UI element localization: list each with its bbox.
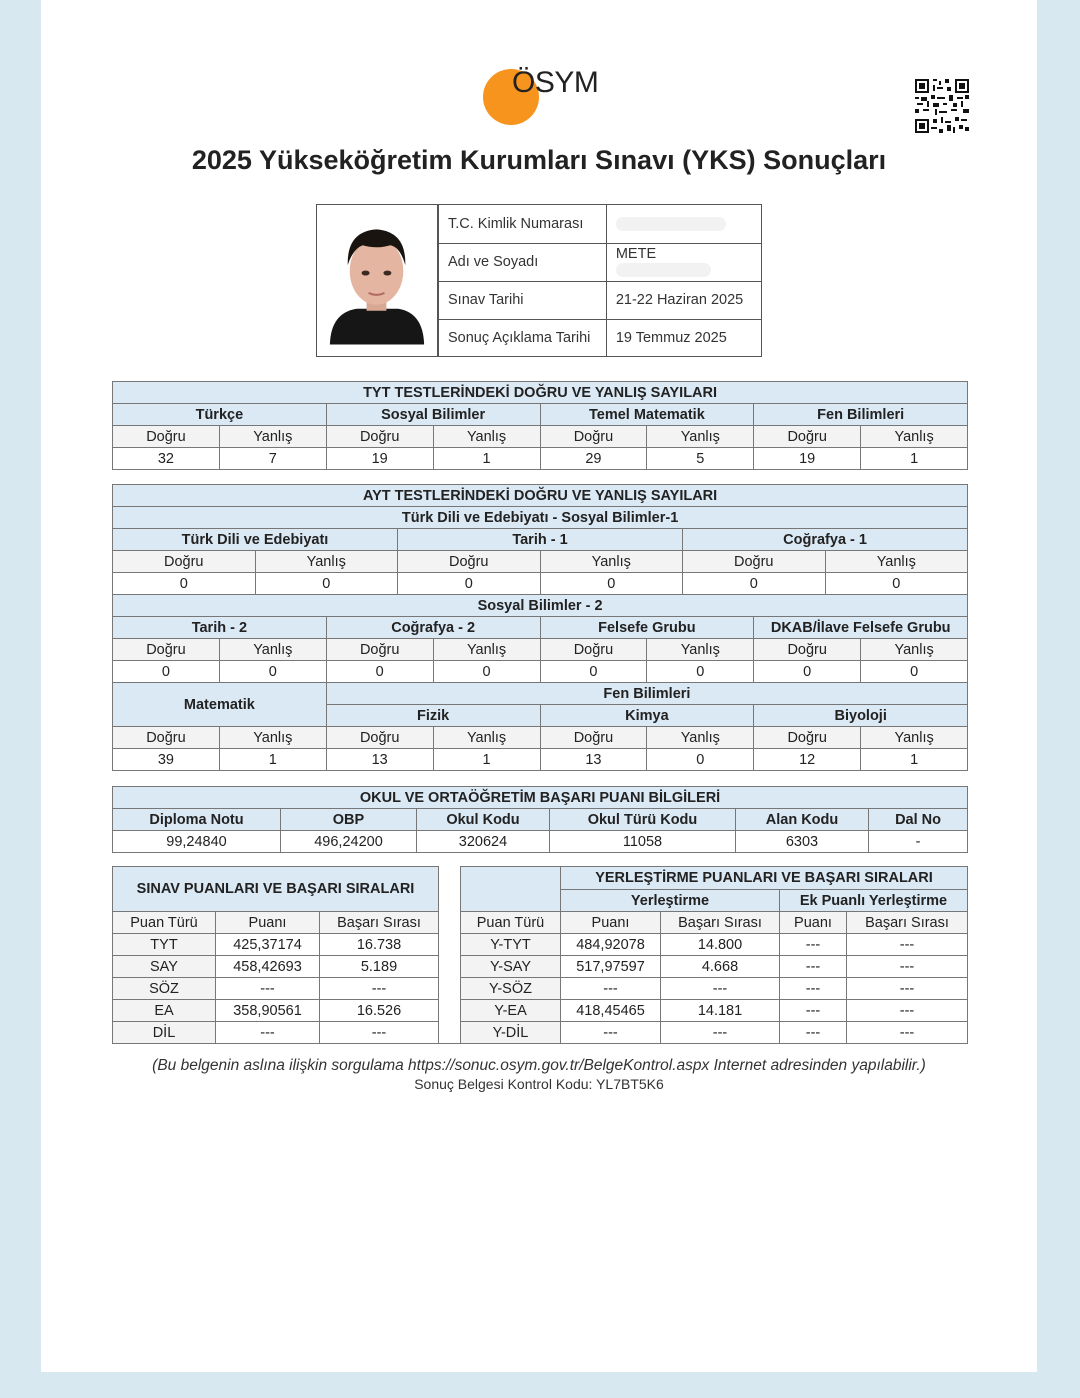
logo-text: ÖSYM	[512, 66, 599, 99]
identity-table	[438, 205, 761, 357]
yanlis-label: Yanlış	[540, 551, 683, 573]
table-row	[113, 1000, 968, 1022]
score-rank: 16.738	[320, 934, 439, 956]
ayt-value: 0	[540, 573, 683, 595]
score-value: 458,42693	[216, 956, 320, 978]
placement-corner	[461, 867, 561, 912]
score-type: EA	[113, 1000, 216, 1022]
table-spacer	[439, 867, 461, 934]
placement-value: 418,45465	[561, 1000, 661, 1022]
dogru-label: Doğru	[326, 727, 433, 749]
id-number-row	[439, 205, 762, 243]
extra-rank: ---	[847, 978, 968, 1000]
table-spacer	[439, 978, 461, 1000]
obp-value: -	[869, 831, 968, 853]
dogru-label: Doğru	[754, 426, 861, 448]
redacted-id-number	[616, 217, 726, 231]
table-row	[113, 934, 968, 956]
candidate-photo	[317, 205, 438, 356]
scores-table	[112, 866, 968, 1044]
score-rank: ---	[320, 978, 439, 1000]
ayt-group1-title: Türk Dili ve Edebiyatı - Sosyal Bilimler-1	[113, 507, 968, 529]
obp-header: Okul Türü Kodu	[550, 809, 736, 831]
table-spacer	[439, 956, 461, 978]
yanlis-label: Yanlış	[433, 727, 540, 749]
qr-code-icon	[915, 79, 969, 133]
dogru-label: Doğru	[113, 727, 220, 749]
table-row	[113, 1022, 968, 1044]
name-row	[439, 243, 762, 281]
ayt-science-title: Fen Bilimleri	[326, 683, 967, 705]
tyt-subject: Türkçe	[113, 404, 327, 426]
placement-header: Puanı	[780, 912, 847, 934]
ayt-subject: Kimya	[540, 705, 754, 727]
table-row	[113, 956, 968, 978]
obp-value: 6303	[736, 831, 869, 853]
ayt-math-title: Matematik	[113, 683, 327, 727]
obp-header: Diploma Notu	[113, 809, 281, 831]
yanlis-label: Yanlış	[219, 727, 326, 749]
ayt-value: 0	[326, 661, 433, 683]
verification-note: (Bu belgenin aslına ilişkin sorgulama https://sonuc.osym.gov.tr/BelgeKontrol.aspx Internet adresinden yapılabilir.)	[152, 1057, 926, 1074]
placement-header: Puanı	[561, 912, 661, 934]
dogru-label: Doğru	[540, 426, 647, 448]
placement-type: Y-SÖZ	[461, 978, 561, 1000]
obp-value: 496,24200	[281, 831, 417, 853]
dogru-label: Doğru	[754, 639, 861, 661]
ayt-value: 0	[754, 661, 861, 683]
name-text: METE	[615, 246, 657, 262]
extra-rank: ---	[847, 934, 968, 956]
dogru-label: Doğru	[540, 639, 647, 661]
dogru-label: Doğru	[113, 426, 220, 448]
extra-value: ---	[780, 934, 847, 956]
placement-value: 517,97597	[561, 956, 661, 978]
redacted-surname	[616, 263, 711, 277]
obp-value: 320624	[417, 831, 550, 853]
osym-logo	[483, 66, 613, 126]
placement-sub1: Yerleştirme	[561, 890, 780, 912]
score-type: DİL	[113, 1022, 216, 1044]
scores-header: Puanı	[216, 912, 320, 934]
dogru-label: Doğru	[683, 551, 826, 573]
extra-value: ---	[780, 1000, 847, 1022]
placement-rank: ---	[661, 1022, 780, 1044]
ayt-subject: Felsefe Grubu	[540, 617, 754, 639]
control-code: Sonuç Belgesi Kontrol Kodu: YL7BT5K6	[414, 1076, 664, 1092]
ayt-subject: Tarih - 2	[113, 617, 327, 639]
tyt-value: 19	[326, 448, 433, 470]
ayt-subject: Coğrafya - 1	[683, 529, 968, 551]
tyt-value: 7	[219, 448, 326, 470]
placement-value: ---	[561, 978, 661, 1000]
table-spacer	[439, 1022, 461, 1044]
score-type: SAY	[113, 956, 216, 978]
table-spacer	[439, 1000, 461, 1022]
yanlis-label: Yanlış	[433, 426, 540, 448]
placement-rank: ---	[661, 978, 780, 1000]
table-row	[113, 978, 968, 1000]
scores-header: Başarı Sırası	[320, 912, 439, 934]
yanlis-label: Yanlış	[861, 426, 968, 448]
extra-value: ---	[780, 1022, 847, 1044]
ayt-value: 1	[433, 749, 540, 771]
placement-value: 484,92078	[561, 934, 661, 956]
obp-value: 99,24840	[113, 831, 281, 853]
dogru-label: Doğru	[326, 426, 433, 448]
page-title: 2025 Yükseköğretim Kurumları Sınavı (YKS) Sonuçları	[191, 145, 887, 175]
ayt-value: 0	[398, 573, 541, 595]
candidate-info	[316, 204, 762, 357]
ayt-value: 13	[540, 749, 647, 771]
extra-value: ---	[780, 978, 847, 1000]
exam-date-label: Sınav Tarihi	[439, 281, 607, 319]
yanlis-label: Yanlış	[433, 639, 540, 661]
score-value: 425,37174	[216, 934, 320, 956]
tyt-subject: Temel Matematik	[540, 404, 754, 426]
exam-date-row	[439, 281, 762, 319]
ayt-subject: DKAB/İlave Felsefe Grubu	[754, 617, 968, 639]
ayt-value: 12	[754, 749, 861, 771]
dogru-label: Doğru	[113, 639, 220, 661]
score-value: ---	[216, 1022, 320, 1044]
result-date-label: Sonuç Açıklama Tarihi	[439, 319, 607, 357]
name-value	[606, 243, 761, 281]
score-value: ---	[216, 978, 320, 1000]
tyt-value: 1	[433, 448, 540, 470]
extra-rank: ---	[847, 1000, 968, 1022]
placement-rank: 14.800	[661, 934, 780, 956]
yanlis-label: Yanlış	[647, 426, 754, 448]
tyt-table	[112, 381, 968, 470]
score-rank: 5.189	[320, 956, 439, 978]
ayt-value: 0	[113, 573, 256, 595]
score-rank: 16.526	[320, 1000, 439, 1022]
id-number-label: T.C. Kimlik Numarası	[439, 205, 607, 243]
obp-value: 11058	[550, 831, 736, 853]
yanlis-label: Yanlış	[255, 551, 398, 573]
ayt-subject: Fizik	[326, 705, 540, 727]
placement-type: Y-EA	[461, 1000, 561, 1022]
ayt-value: 0	[540, 661, 647, 683]
placement-header: Başarı Sırası	[847, 912, 968, 934]
tyt-value: 1	[861, 448, 968, 470]
placement-rank: 14.181	[661, 1000, 780, 1022]
extra-value: ---	[780, 956, 847, 978]
dogru-label: Doğru	[113, 551, 256, 573]
score-type: TYT	[113, 934, 216, 956]
obp-header: Okul Kodu	[417, 809, 550, 831]
ayt-value: 0	[433, 661, 540, 683]
dogru-label: Doğru	[540, 727, 647, 749]
scores-title: SINAV PUANLARI VE BAŞARI SIRALARI	[113, 867, 439, 912]
placement-type: Y-DİL	[461, 1022, 561, 1044]
ayt-value: 0	[255, 573, 398, 595]
score-rank: ---	[320, 1022, 439, 1044]
obp-header: OBP	[281, 809, 417, 831]
ayt-table	[112, 484, 968, 771]
ayt-value: 0	[647, 749, 754, 771]
yanlis-label: Yanlış	[647, 639, 754, 661]
ayt-title: AYT TESTLERİNDEKİ DOĞRU VE YANLIŞ SAYILARI	[113, 485, 968, 507]
obp-header: Dal No	[869, 809, 968, 831]
placement-header: Başarı Sırası	[661, 912, 780, 934]
ayt-subject: Coğrafya - 2	[326, 617, 540, 639]
id-number-value	[606, 205, 761, 243]
placement-rank: 4.668	[661, 956, 780, 978]
yanlis-label: Yanlış	[219, 639, 326, 661]
scores-header: Puan Türü	[113, 912, 216, 934]
placement-type: Y-SAY	[461, 956, 561, 978]
extra-rank: ---	[847, 1022, 968, 1044]
tyt-value: 19	[754, 448, 861, 470]
table-spacer	[439, 934, 461, 956]
ayt-subject: Tarih - 1	[398, 529, 683, 551]
placement-title: YERLEŞTİRME PUANLARI VE BAŞARI SIRALARI	[561, 867, 968, 890]
tyt-title: TYT TESTLERİNDEKİ DOĞRU VE YANLIŞ SAYILARI	[113, 382, 968, 404]
result-document	[41, 0, 1037, 1372]
tyt-value: 32	[113, 448, 220, 470]
yanlis-label: Yanlış	[825, 551, 968, 573]
yanlis-label: Yanlış	[219, 426, 326, 448]
name-label: Adı ve Soyadı	[439, 243, 607, 281]
tyt-value: 5	[647, 448, 754, 470]
result-date-value: 19 Temmuz 2025	[606, 319, 761, 357]
obp-title: OKUL VE ORTAÖĞRETİM BAŞARI PUANI BİLGİLERİ	[113, 787, 968, 809]
yanlis-label: Yanlış	[647, 727, 754, 749]
placement-header: Puan Türü	[461, 912, 561, 934]
ayt-value: 0	[219, 661, 326, 683]
score-value: 358,90561	[216, 1000, 320, 1022]
tyt-value: 29	[540, 448, 647, 470]
yanlis-label: Yanlış	[861, 727, 968, 749]
ayt-value: 0	[647, 661, 754, 683]
placement-type: Y-TYT	[461, 934, 561, 956]
result-date-row	[439, 319, 762, 357]
ayt-value: 13	[326, 749, 433, 771]
ayt-group2-title: Sosyal Bilimler - 2	[113, 595, 968, 617]
ayt-value: 0	[861, 661, 968, 683]
extra-rank: ---	[847, 956, 968, 978]
ayt-value: 39	[113, 749, 220, 771]
ayt-value: 0	[113, 661, 220, 683]
dogru-label: Doğru	[326, 639, 433, 661]
placement-sub2: Ek Puanlı Yerleştirme	[780, 890, 968, 912]
tyt-subject: Sosyal Bilimler	[326, 404, 540, 426]
tyt-subject: Fen Bilimleri	[754, 404, 968, 426]
score-type: SÖZ	[113, 978, 216, 1000]
ayt-subject: Türk Dili ve Edebiyatı	[113, 529, 398, 551]
ayt-value: 0	[683, 573, 826, 595]
ayt-value: 1	[861, 749, 968, 771]
obp-table	[112, 786, 968, 853]
obp-header: Alan Kodu	[736, 809, 869, 831]
ayt-value: 1	[219, 749, 326, 771]
placement-value: ---	[561, 1022, 661, 1044]
ayt-value: 0	[825, 573, 968, 595]
ayt-subject: Biyoloji	[754, 705, 968, 727]
dogru-label: Doğru	[754, 727, 861, 749]
yanlis-label: Yanlış	[861, 639, 968, 661]
dogru-label: Doğru	[398, 551, 541, 573]
exam-date-value: 21-22 Haziran 2025	[606, 281, 761, 319]
